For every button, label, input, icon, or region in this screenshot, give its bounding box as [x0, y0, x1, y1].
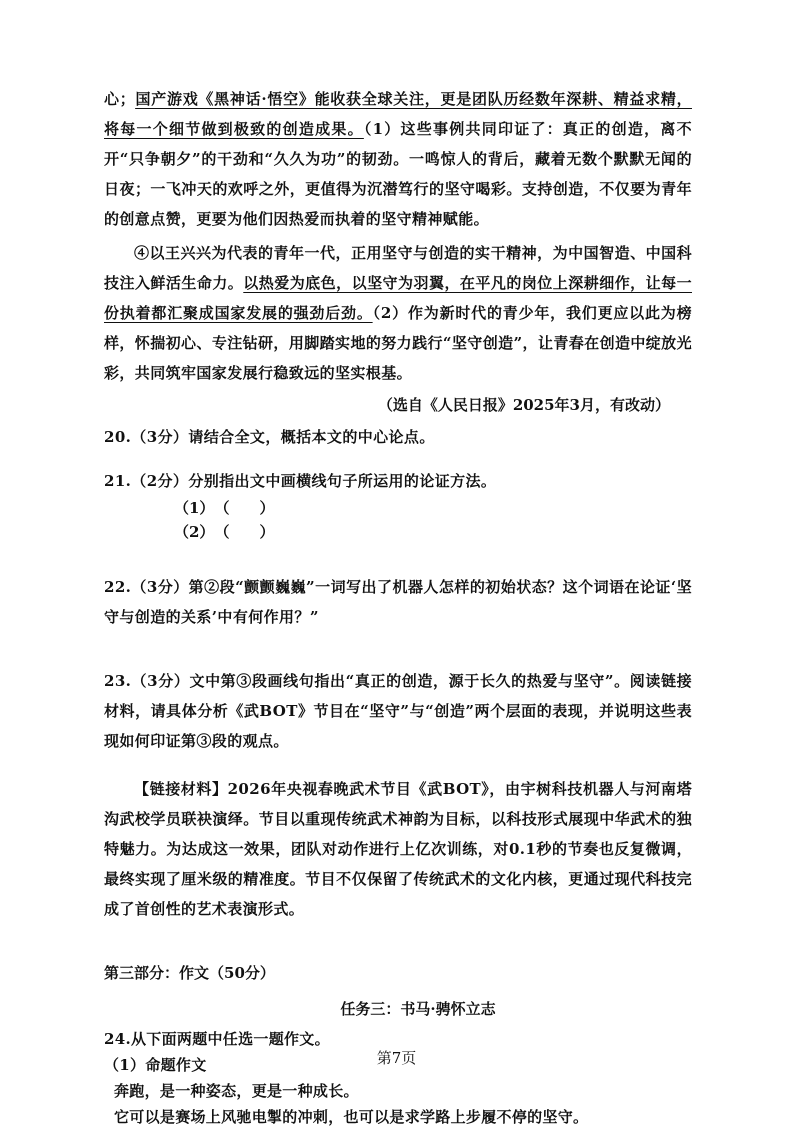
para-text: ④以王兴兴为代表的青年一代，正用坚守与创造的实干精神，为中国智造、中国科技注入鲜活生命力。 — [104, 244, 692, 292]
underlined-sentence-1: 国产游戏《黑神话·悟空》能收获全球关注，更是团队历经数年深耕、精益求精，将每一个细节做到极致的创造成果。 — [104, 90, 692, 138]
link-material: 【链接材料】2026年央视春晚武术节目《武BOT》，由宇树科技机器人与河南塔沟武校学员联袂演绎。节目以重现传统武术神韵为目标，以科技形式展现中华武术的独特魅力。为达成这一效果，团队对动作进行上亿次训练，对0.1秒的节奏也反复微调，最终实现了厘米级的精准度。节目不仅保留了传统武术的文化内核，更通过现代科技完成了首创性的艺术表演形式。 — [104, 780, 692, 918]
essay-prompt-line-1: 奔跑，是一种姿态，更是一种成长。 — [114, 1082, 359, 1100]
question-24: 24.从下面两题中任选一题作文。 — [104, 1030, 330, 1048]
page-content — [104, 84, 692, 1130]
blank-label: （1） — [174, 499, 215, 517]
question-23: 23.（3分）文中第③段画线句指出“真正的创造，源于长久的热爱与坚守”。阅读链接材料，请具体分析《武BOT》节目在“坚守”与“创造”两个层面的表现，并说明这些表现如何印证第③段的观点。 — [104, 672, 692, 750]
blank-paren: （ ） — [214, 523, 275, 541]
question-24-option-1-title: （1）命题作文 — [104, 1056, 207, 1074]
question-21: 21.（2分）分别指出文中画横线句子所运用的论证方法。 — [104, 472, 497, 490]
page-number: 第7页 — [376, 1049, 417, 1067]
passage-paragraph-4 — [104, 238, 692, 388]
source-citation: （选自《人民日报》2025年3月，有改动） — [377, 396, 670, 414]
section-heading-part-3: 第三部分：作文（50分） — [104, 964, 275, 982]
task-heading: 任务三：书马·骋怀立志 — [340, 1000, 496, 1018]
para-text: （2）作为新时代的青少年，我们更应以此为榜样，怀揣初心、专注钻研，用脚踏实地的努力践行“坚守创造”，让青春在创造中绽放光彩，共同筑牢国家发展行稳致远的坚实根基。 — [104, 304, 692, 382]
question-22: 22.（3分）第②段“颤颤巍巍”一词写出了机器人怎样的初始状态？这个词语在论证‘坚守与创造的关系’中有何作用？” — [104, 578, 692, 626]
question-21-blank-2 — [104, 520, 692, 544]
para-text: （1）这些事例共同印证了：真正的创造，离不开“只争朝夕”的干劲和“久久为功”的韧劲。一鸣惊人的背后，藏着无数个默默无闻的日夜；一飞冲天的欢呼之外，更值得为沉潜笃行的坚守喝彩。支持创造，不仅要为青年的创意点赞，更要为他们因热爱而执着的坚守精神赋能。 — [104, 120, 693, 228]
question-21-blank-1 — [104, 496, 692, 520]
underlined-sentence-2: 以热爱为底色，以坚守为羽翼，在平凡的岗位上深耕细作，让每一份执着都汇聚成国家发展的强劲后劲。 — [104, 274, 692, 322]
para-text: 心； — [104, 90, 136, 108]
passage-paragraph-3-continued — [104, 84, 692, 234]
blank-label: （2） — [174, 523, 215, 541]
question-20: 20.（3分）请结合全文，概括本文的中心论点。 — [104, 428, 435, 446]
essay-prompt-line-2: 它可以是赛场上风驰电掣的冲刺，也可以是求学路上步履不停的坚守。 — [114, 1108, 589, 1126]
blank-paren: （ ） — [214, 499, 275, 517]
